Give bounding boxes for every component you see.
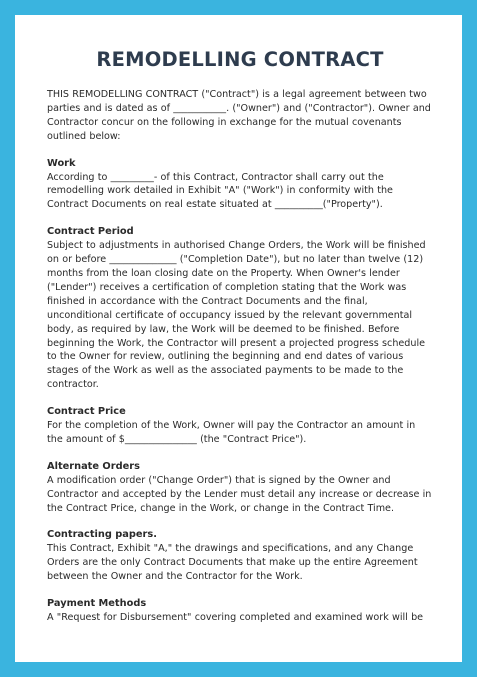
section-heading: Alternate Orders <box>47 460 140 472</box>
section-alternate-orders <box>47 460 433 516</box>
intro-paragraph: THIS REMODELLING CONTRACT ("Contract") is a legal agreement between two parties and is dated as of ___________. ("Owner") and ("Contractor"). Owner and Contractor concur on the following in exchange for the mutual covenants outlined below: <box>47 89 431 142</box>
section-contract-price <box>47 405 433 447</box>
section-body: This Contract, Exhibit "A," the drawings and specifications, and any Change Orders are the only Contract Documents that make up the entire Agreement between the Owner and the Contractor for the Work. <box>47 543 418 583</box>
section-heading: Contracting papers. <box>47 529 157 541</box>
section-heading: Contract Period <box>47 226 134 238</box>
section-heading: Payment Methods <box>47 598 147 610</box>
section-payment-methods <box>47 597 433 625</box>
document-page <box>15 15 462 662</box>
section-contracting-papers <box>47 528 433 584</box>
section-contract-period <box>47 225 433 392</box>
section-body: A "Request for Disbursement" covering completed and examined work will be <box>47 612 424 623</box>
section-body: For the completion of the Work, Owner will pay the Contractor an amount in the amount of $_______________ (the "Contract Price"). <box>47 420 416 445</box>
section-body: Subject to adjustments in authorised Change Orders, the Work will be finished on or before ______________ ("Completion Date"), but no later than twelve (12) months from the loan closing date on the Property. When Owner's lender ("Lender") receives a certification of completion stating that the Work was finished in accordance with the Contract Documents and the final, unconditional certificate of occupancy issued by the relevant governmental body, as required by law, the Work will be deemed to be finished. Before beginning the Work, the Contractor will present a projected progress schedule to the Owner for review, outlining the beginning and end dates of various stages of the Work as well as the associated payments to be made to the contractor. <box>47 240 426 391</box>
section-heading: Work <box>47 157 76 169</box>
section-heading: Contract Price <box>47 406 126 418</box>
section-body: According to _________- of this Contract, Contractor shall carry out the remodelling work detailed in Exhibit "A" ("Work") in conformity with the Contract Documents on real estate situated at __________("Property"). <box>47 171 393 211</box>
section-work <box>47 157 433 213</box>
document-title: REMODELLING CONTRACT <box>96 48 384 71</box>
section-body: A modification order ("Change Order") that is signed by the Owner and Contractor and accepted by the Lender must detail any increase or decrease in the Contract Price, change in the Work, or change in the Contract Time. <box>47 474 432 514</box>
